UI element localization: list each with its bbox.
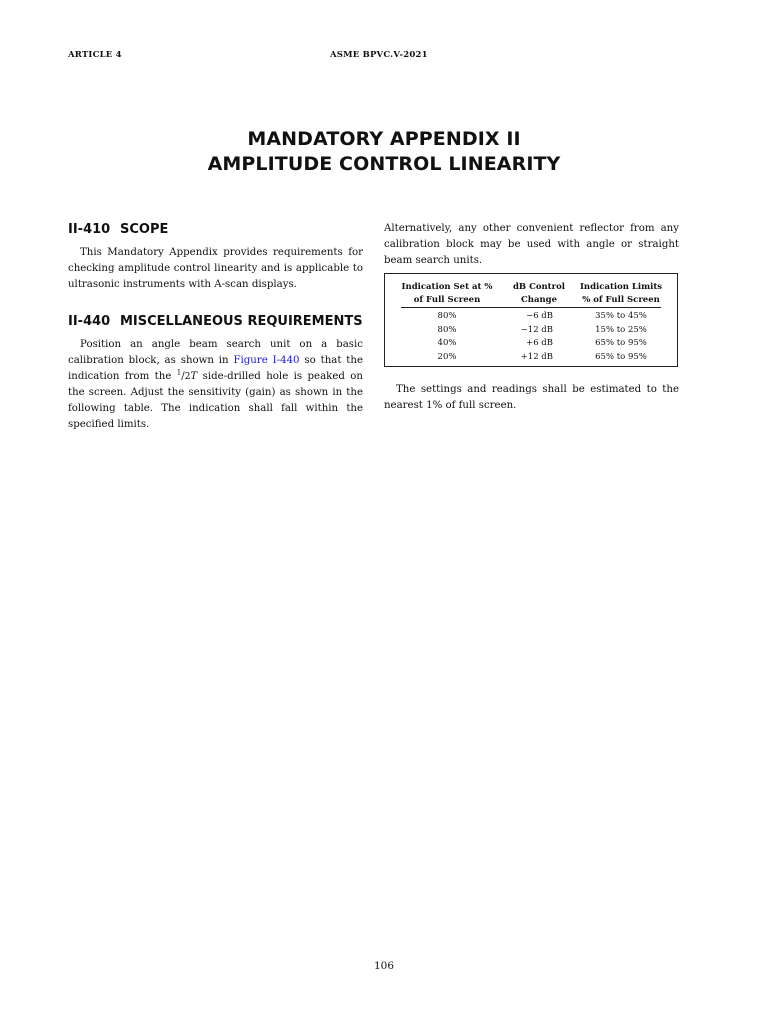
- scope-number: II-410: [68, 222, 111, 237]
- fraction-variable: T: [190, 370, 198, 382]
- scope-title: SCOPE: [120, 222, 169, 237]
- misc-heading: [68, 314, 363, 330]
- title-line-2: AMPLITUDE CONTROL LINEARITY: [207, 153, 561, 175]
- table-cell-set: 80%: [437, 324, 457, 335]
- page-title: [0, 127, 768, 177]
- misc-title: MISCELLANEOUS REQUIREMENTS: [120, 314, 363, 329]
- table-header-limits-line2: % of Full Screen: [582, 294, 660, 305]
- section-misc: [68, 314, 363, 433]
- settings-paragraph-block: [384, 382, 679, 414]
- fraction-numerator: 1: [176, 368, 182, 377]
- table-cell-db: −12 dB: [520, 324, 553, 335]
- table-header-db-line1: dB Control: [512, 282, 565, 292]
- table-header-rule: [401, 307, 661, 308]
- running-header-code: ASME BPVC.V-2021: [330, 50, 428, 60]
- scope-paragraph: This Mandatory Appendix provides requirements for checking amplitude control linearity and is applicable to ultrasonic instruments with A-scan displays.: [68, 247, 363, 290]
- figure-link[interactable]: Figure I-440: [233, 354, 300, 366]
- running-header-article: ARTICLE 4: [68, 50, 122, 60]
- table-cell-db: −6 dB: [526, 311, 553, 321]
- misc-number: II-440: [68, 314, 111, 329]
- table-cell-db: +6 dB: [526, 338, 553, 348]
- misc-paragraph: Position an angle beam search unit on a basic calibration block, as shown in Figure I-440 so that the indication from the $^1$/2T side-drilled hole is peaked on the screen. Adjust the sensitivity (gain) as shown in the following table. The indication shall fall within the specified limits.: [68, 339, 363, 430]
- scope-heading: [68, 222, 363, 238]
- table-cell-db: +12 dB: [520, 351, 553, 362]
- linearity-table: [384, 273, 678, 367]
- table-header-set-line2: of Full Screen: [413, 294, 481, 305]
- alternative-paragraph: Alternatively, any other convenient reflector from any calibration block may be used with angle or straight beam search units.: [384, 223, 679, 266]
- table-header-set-line1: Indication Set at %: [401, 282, 493, 292]
- title-line-1: MANDATORY APPENDIX II: [247, 128, 521, 150]
- table-cell-limits: 15% to 25%: [595, 324, 647, 335]
- misc-text-3: side-drilled hole is peaked on the screen. Adjust the sensitivity (gain) as shown in the following table. The indication shall fall within the specified limits.: [68, 370, 363, 430]
- table-cell-limits: 65% to 95%: [595, 351, 647, 362]
- section-scope: [68, 222, 363, 292]
- fraction-denominator: 2: [184, 371, 191, 382]
- table-cell-set: 40%: [437, 338, 457, 348]
- table-header-db: [505, 281, 573, 306]
- table-header-limits: [577, 281, 665, 306]
- table-cell-limits: 65% to 95%: [595, 338, 647, 348]
- table-cell-set: 20%: [437, 351, 457, 362]
- alternative-paragraph-block: [384, 221, 679, 268]
- table-header-limits-line1: Indication Limits: [579, 282, 663, 292]
- table-header-db-line2: Change: [521, 294, 557, 305]
- table-cell-set: 80%: [437, 311, 457, 321]
- page-number: 106: [373, 960, 395, 972]
- table-header-set: [393, 281, 501, 306]
- misc-text-1: Position an angle beam search unit on a basic calibration block, as shown in: [68, 339, 363, 366]
- misc-text-2: so that the indication from the: [68, 354, 363, 382]
- table-cell-limits: 35% to 45%: [595, 311, 647, 321]
- settings-paragraph: The settings and readings shall be estimated to the nearest 1% of full screen.: [384, 384, 679, 411]
